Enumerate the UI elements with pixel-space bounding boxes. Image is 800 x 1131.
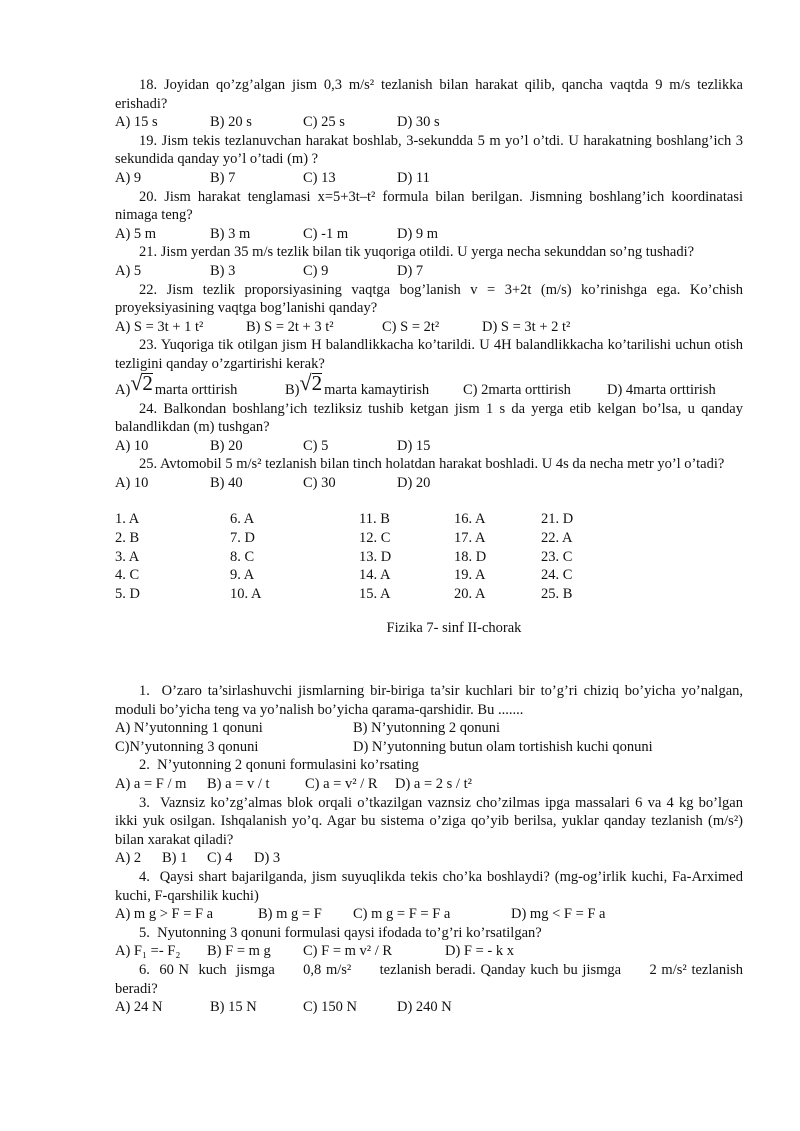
options-row	[115, 262, 743, 281]
question-23	[115, 336, 743, 399]
option-d: D) 20	[397, 474, 431, 491]
option-d: D) 11	[397, 169, 430, 186]
question-text: 3. Vaznsiz ko’zg’almas blok orqali o’tkazilgan vaznsiz cho’zilmas ipga massalari 6 va 4 kg bo’lgan ikki yuk osilgan. Ishqalanish yo’q. Agar bu sistema o’ziga qo’yib berilsa, yuklar qanday tezlanish (m/s²) bilan xarakat qiladi?	[115, 794, 743, 848]
option-d: D) a = 2 s / t²	[395, 776, 472, 792]
option-d: D) 30 s	[397, 114, 440, 131]
option-a: A) 5	[115, 262, 142, 279]
answer-cell: 3. A	[115, 548, 140, 565]
sqrt-icon: √	[130, 369, 143, 395]
options-row	[115, 437, 743, 456]
question-19	[115, 132, 743, 188]
option-c: C) F = m v² / R	[303, 943, 393, 960]
option-c: C) S = 2t²	[382, 318, 440, 335]
answer-cell: 25. B	[541, 585, 573, 602]
option-c: C)N’yutonning 3 qonuni	[115, 738, 259, 755]
options-row	[115, 738, 743, 757]
option-b: B) m g = F	[258, 906, 322, 923]
option-a: A) 15 s	[115, 114, 158, 131]
option-a: A) 5 m	[115, 225, 157, 242]
option-b: B) 3 m	[210, 225, 251, 242]
question-text: 19. Jism tekis tezlanuvchan harakat boshlab, 3-sekundda 5 m yo’l o’tdi. U harakatning boshlang’ich 3 sekundida qanday yo’l o’tadi (m) ?	[115, 132, 744, 168]
option-c: C) 2marta orttirish	[463, 381, 571, 398]
question-p2-6	[115, 961, 747, 1017]
answer-cell: 1. A	[115, 511, 140, 528]
option-d: D) mg < F = F a	[511, 906, 606, 923]
answer-cell: 7. D	[230, 530, 255, 547]
option-a: A) 9	[115, 169, 142, 186]
answer-cell: 19. A	[454, 567, 486, 584]
option-c: C) a = v² / R	[305, 776, 378, 792]
option-b: B) a = v / t	[207, 776, 270, 792]
question-22	[115, 281, 743, 337]
option-a: A) S = 3t + 1 t²	[115, 318, 204, 335]
question-p2-1	[115, 682, 743, 756]
section-title: Fizika 7- sinf II-chorak	[386, 620, 522, 637]
answer-cell: 20. A	[454, 585, 486, 602]
option-b: B) 40	[210, 474, 243, 491]
option-d: D) 9 m	[397, 225, 439, 242]
answer-cell: 4. C	[115, 567, 140, 584]
question-21	[115, 243, 743, 280]
document-page	[115, 76, 747, 1017]
question-25	[115, 455, 743, 492]
answer-cell: 17. A	[454, 530, 486, 547]
options-row	[115, 849, 743, 868]
options-row	[115, 225, 743, 244]
option-d: D) 240 N	[397, 999, 452, 1016]
option-b: B) 1	[162, 850, 188, 867]
option-c: C) 13	[303, 169, 336, 186]
answer-cell: 13. D	[359, 548, 392, 565]
answer-cell: 12. C	[359, 530, 391, 547]
option-a: A)√2 marta orttirish	[115, 369, 238, 398]
answer-cell: 21. D	[541, 511, 574, 528]
option-b: B) N’yutonning 2 qonuni	[353, 720, 501, 737]
answer-cell: 2. B	[115, 530, 140, 547]
option-a: A) 24 N	[115, 999, 163, 1016]
question-24	[115, 400, 743, 456]
answer-cell: 10. A	[230, 585, 262, 602]
option-b: B) F = m g	[207, 943, 271, 960]
options-row	[115, 998, 743, 1017]
options-row	[115, 942, 743, 961]
question-text: 21. Jism yerdan 35 m/s tezlik bilan tik yuqoriga otildi. U yerga necha sekunddan so’ng tushadi?	[139, 244, 695, 261]
option-a: A) 10	[115, 437, 149, 454]
option-d: D) N’yutonning butun olam tortishish kuchi qonuni	[353, 738, 653, 755]
question-text: 1. O’zaro ta’sirlashuvchi jismlarning bir-biriga ta’sir kuchlari bir to’g’ri chiziq bo’yicha yo’nalgan, moduli bo’yicha teng va yo’nalish bo’yicha qarama-qarshidir. Bu .......	[115, 683, 743, 718]
answer-cell: 16. A	[454, 511, 486, 528]
options-row	[115, 775, 743, 794]
option-b: B) 7	[210, 169, 236, 186]
option-a: A) 10	[115, 474, 149, 491]
question-p2-2	[115, 756, 743, 793]
question-text: 20. Jism harakat tenglamasi x=5+3t–t² formula bilan berilgan. Jismning boshlang’ich koordinatasi nimaga teng?	[115, 188, 743, 224]
option-c: C) -1 m	[303, 225, 349, 242]
options-row	[115, 905, 743, 924]
option-d: D) 3	[254, 850, 281, 867]
question-text: 5. Nyutonning 3 qonuni formulasi qaysi ifodada to’g’ri ko’rsatilgan?	[139, 924, 542, 941]
option-a: A) m g > F = F a	[115, 906, 214, 923]
question-p2-3	[115, 794, 743, 868]
answer-cell: 5. D	[115, 585, 140, 602]
option-c: C) 9	[303, 262, 329, 279]
option-c: C) m g = F = F a	[353, 906, 451, 923]
question-text: 4. Qaysi shart bajarilganda, jism suyuqlikda tekis cho’ka boshlaydi? (mg-og’irlik kuchi, Fa-Arximed kuchi, F-qarshilik kuchi)	[115, 868, 743, 904]
answer-cell: 15. A	[359, 585, 391, 602]
answer-cell: 8. C	[230, 548, 255, 565]
question-text: 22. Jism tezlik proporsiyasining vaqtga bog’lanish v = 3+2t (m/s) ko’rinishga ega. Ko’chish proyeksiyasining vaqtga bog’lanishi qanday?	[115, 281, 743, 317]
option-a: A) 2	[115, 850, 142, 867]
question-20	[115, 188, 743, 244]
answer-cell: 6. A	[230, 511, 255, 528]
option-c: C) 5	[303, 437, 329, 454]
question-text: 6. 60 N kuch jismga 0,8 m/s² tezlanish beradi. Qanday kuch bu jismga 2 m/s² tezlanish beradi?	[115, 961, 747, 997]
question-p2-4	[115, 868, 743, 924]
option-c: C) 150 N	[303, 999, 357, 1016]
option-a: A) F₁ =- F₂	[115, 943, 181, 960]
option-a: A) N’yutonning 1 qonuni	[115, 720, 263, 737]
question-p2-5	[115, 924, 743, 961]
answer-cell: 22. A	[541, 530, 573, 547]
sqrt-icon: √	[299, 369, 312, 395]
options-row	[115, 318, 743, 337]
answer-key	[115, 510, 743, 603]
option-d: D) 7	[397, 262, 424, 279]
option-a: A) a = F / m	[115, 776, 187, 792]
option-d: D) 15	[397, 437, 431, 454]
option-b: B) S = 2t + 3 t²	[246, 318, 334, 335]
answer-cell: 9. A	[230, 567, 255, 584]
option-b: B) 15 N	[210, 999, 257, 1016]
answer-cell: 24. C	[541, 567, 573, 584]
question-text: 25. Avtomobil 5 m/s² tezlanish bilan tinch holatdan harakat boshladi. U 4s da necha metr yo’l o’tadi?	[139, 456, 725, 473]
option-d: D) 4marta orttirish	[607, 381, 716, 398]
options-row	[115, 113, 743, 132]
answer-cell: 23. C	[541, 548, 573, 565]
option-c: C) 4	[207, 850, 233, 867]
option-c: C) 25 s	[303, 114, 345, 131]
answer-cell: 14. A	[359, 567, 391, 584]
options-row	[115, 719, 743, 738]
option-b: B) 3	[210, 262, 236, 279]
answer-cell: 11. B	[359, 511, 390, 528]
option-d: D) F = - k x	[445, 943, 514, 960]
option-b: B) 20 s	[210, 114, 252, 131]
options-row	[115, 369, 743, 400]
options-row	[115, 474, 743, 493]
question-text: 18. Joyidan qo’zg’algan jism 0,3 m/s² tezlanish bilan harakat qilib, qancha vaqtda 9 m/s tezlikka erishadi?	[115, 77, 743, 112]
question-text: 23. Yuqoriga tik otilgan jism H balandlikkacha ko’tarildi. U 4H balandlikkacha ko’tarilishi uchun otish tezligini qanday o’zgartirishi kerak?	[115, 337, 744, 372]
question-18	[115, 76, 743, 132]
options-row	[115, 169, 743, 188]
option-d: D) S = 3t + 2 t²	[482, 318, 571, 335]
answer-cell: 18. D	[454, 548, 487, 565]
option-b: B) 20	[210, 437, 243, 454]
question-text: 2. N’yutonning 2 qonuni formulasini ko’rsating	[139, 757, 419, 774]
option-c: C) 30	[303, 474, 336, 491]
option-b: B)√2 marta kamaytirish	[285, 369, 430, 398]
question-text: 24. Balkondan boshlang’ich tezliksiz tushib ketgan jism 1 s da yerga etib kelgan bo’lsa, u qanday balandlikdan (m) tushgan?	[115, 400, 743, 436]
